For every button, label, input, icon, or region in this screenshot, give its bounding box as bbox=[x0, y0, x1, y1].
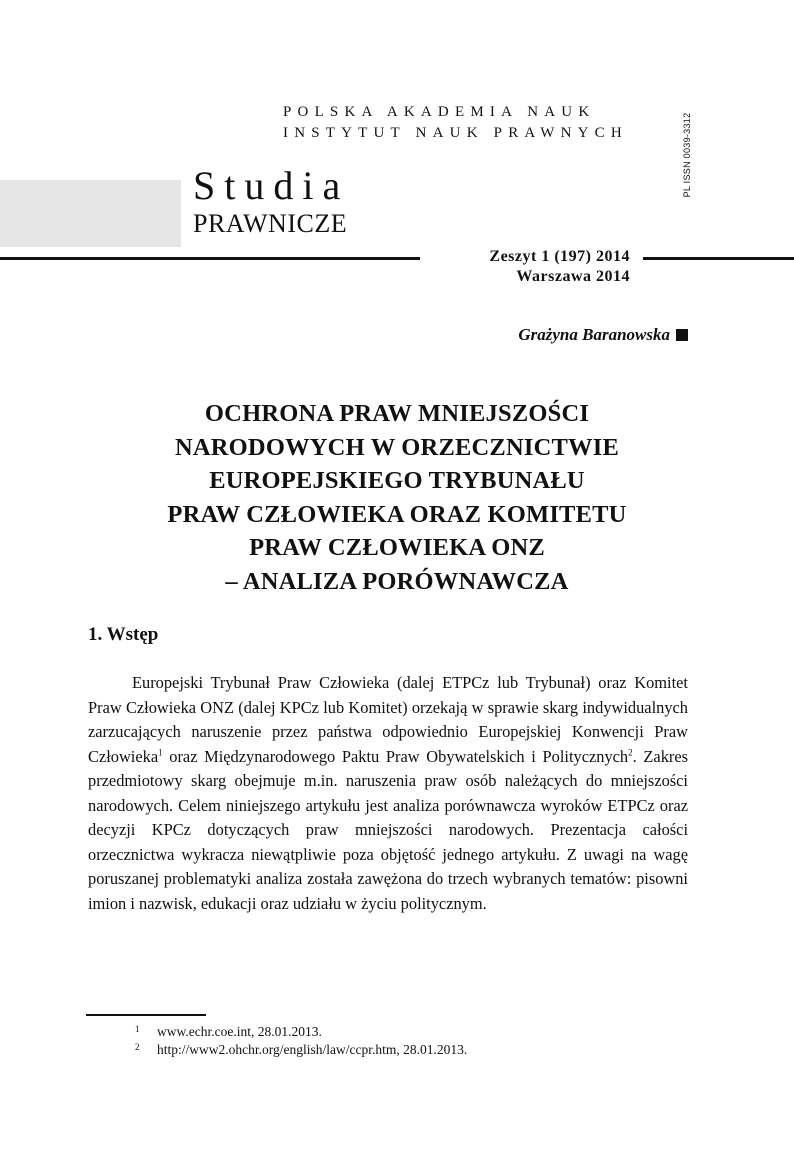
header-rule-right bbox=[643, 257, 794, 260]
title-line: PRAW CZŁOWIEKA ORAZ KOMITETU bbox=[167, 500, 627, 528]
footnote-2 bbox=[135, 1039, 467, 1058]
institution-name: POLSKA AKADEMIA NAUK bbox=[283, 104, 596, 120]
author-text: Grażyna Baranowska bbox=[518, 325, 670, 344]
title-line: PRAW CZŁOWIEKA ONZ bbox=[249, 534, 545, 561]
title-line: OCHRONA PRAW MNIEJSZOŚCI bbox=[204, 400, 590, 427]
footnote-text: http://www2.ohchr.org/english/law/ccpr.htm, 28.01.2013. bbox=[157, 1042, 468, 1057]
body-paragraph bbox=[88, 671, 688, 916]
journal-title: Studia bbox=[193, 163, 350, 208]
paragraph-text: Europejski Trybunał Praw Człowieka (dalej ETPCz lub Trybunał) oraz Komitet Praw Człowieka ONZ (dalej KPCz lub Komitet) orzekają w sprawie skarg indywidualnych zarzucających naruszenie przez państwa odpowiednio Europejskiej Konwencji Praw Człowieka bbox=[88, 673, 688, 766]
institute-name: INSTYTUT NAUK PRAWNYCH bbox=[283, 125, 628, 141]
journal-logo-block bbox=[0, 180, 181, 247]
section-heading: 1. Wstęp bbox=[88, 624, 159, 645]
footnote-separator bbox=[86, 1014, 206, 1016]
footnote-number: 2 bbox=[135, 1042, 140, 1052]
issn-label bbox=[672, 100, 702, 210]
paragraph-text: oraz Międzynarodowego Paktu Praw Obywatelskich i Politycznych bbox=[162, 746, 629, 766]
title-line: EUROPEJSKIEGO TRYBUNAŁU bbox=[209, 467, 585, 494]
journal-subtitle: PRAWNICZE bbox=[193, 209, 348, 238]
title-line: – ANALIZA PORÓWNAWCZA bbox=[225, 567, 569, 595]
issue-number: Zeszyt 1 (197) 2014 bbox=[489, 248, 630, 265]
issn-text: PL ISSN 0039-3312 bbox=[682, 112, 692, 198]
header-rule-left bbox=[0, 257, 420, 260]
author-name bbox=[518, 325, 688, 345]
footnote-1 bbox=[135, 1021, 322, 1040]
article-title bbox=[90, 397, 704, 598]
square-bullet-icon bbox=[676, 329, 688, 341]
footnote-text: www.echr.coe.int, 28.01.2013. bbox=[157, 1024, 322, 1039]
footnote-number: 1 bbox=[135, 1024, 140, 1034]
title-line: NARODOWYCH W ORZECZNICTWIE bbox=[175, 433, 619, 461]
paragraph-text: . Zakres przedmiotowy skarg obejmuje m.in. naruszenia praw osób należących do mniejszości narodowych. Celem niniejszego artykułu jest analiza porównawcza wyroków ETPCz oraz decyzji KPCz dotyczących praw mniejszości narodowych. Prezentacja całości orzecznictwa wykracza niewątpliwie poza objętość jednego artykułu. Z uwagi na wagę poruszanej problematyki analiza została zawężona do trzech wybranych tematów: pisowni imion i nazwisk, edukacji oraz udziału w życiu politycznym. bbox=[88, 746, 688, 913]
issue-place-year: Warszawa 2014 bbox=[516, 268, 630, 285]
footnote-ref-1[interactable]: 1 bbox=[158, 747, 163, 758]
footnote-ref-2[interactable]: 2 bbox=[628, 747, 633, 758]
